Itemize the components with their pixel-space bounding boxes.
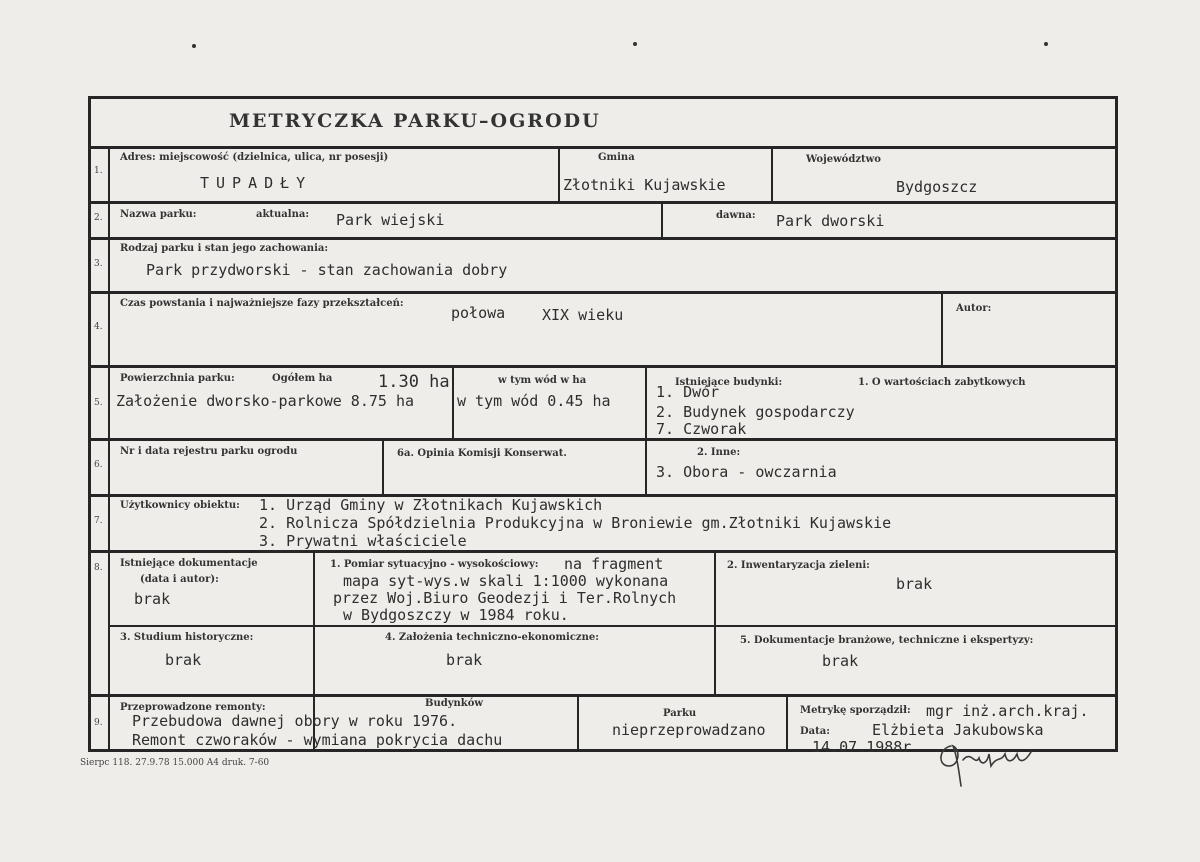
address-label: Adres: miejscowość (dzielnica, ulica, nr posesji) bbox=[120, 152, 389, 163]
total-area-value: 1.30 ha bbox=[378, 372, 450, 392]
building-item: 1. Dwór bbox=[656, 383, 720, 401]
former-name-value: Park dworski bbox=[776, 212, 885, 230]
branch-docs-label: 5. Dokumentacje branżowe, techniczne i ekspertyzy: bbox=[740, 635, 1034, 646]
frame-left-line bbox=[88, 96, 91, 752]
print-dot bbox=[1044, 42, 1048, 46]
date-label: Data: bbox=[800, 726, 830, 737]
row-line bbox=[88, 237, 1118, 240]
row-line bbox=[88, 694, 1118, 697]
row-number: 7. bbox=[94, 516, 103, 526]
former-name-label: dawna: bbox=[716, 210, 756, 221]
row-line bbox=[88, 291, 1118, 294]
gmina-value: Złotniki Kujawskie bbox=[563, 176, 726, 194]
gmina-label: Gmina bbox=[598, 152, 635, 163]
cell-line bbox=[645, 365, 647, 495]
water-area-value: w tym wód 0.45 ha bbox=[457, 392, 611, 410]
history-value: brak bbox=[165, 651, 202, 669]
greenery-value: brak bbox=[896, 575, 933, 593]
register-label: Nr i data rejestru parku ogrodu bbox=[120, 446, 298, 457]
water-area-label: w tym wód w ha bbox=[498, 375, 587, 386]
date-value: 14.07.1988r bbox=[812, 738, 912, 756]
print-dot bbox=[192, 44, 196, 48]
cell-line bbox=[661, 201, 663, 238]
prepared-by-label: Metrykę sporządził: bbox=[800, 705, 911, 716]
form-title: METRYCZKA PARKU–OGRODU bbox=[229, 110, 601, 132]
frame-right-line bbox=[1115, 96, 1118, 752]
survey-line: mapa syt-wys.w skali 1:1000 wykonana bbox=[343, 572, 669, 590]
cell-line bbox=[714, 550, 716, 696]
area-label: Powierzchnia parku: bbox=[120, 373, 235, 384]
row-number: 6. bbox=[94, 460, 103, 470]
voivodeship-value: Bydgoszcz bbox=[896, 178, 978, 196]
row-line bbox=[108, 625, 1118, 627]
survey-line: w Bydgoszczy w 1984 roku. bbox=[343, 606, 569, 624]
monuments-label: 1. O wartościach zabytkowych bbox=[858, 377, 1026, 388]
user-item: 2. Rolnicza Spółdzielnia Produkcyjna w Broniewie gm.Złotniki Kujawskie bbox=[259, 514, 892, 532]
row-line bbox=[88, 146, 1118, 149]
current-name-value: Park wiejski bbox=[336, 211, 445, 229]
print-dot bbox=[633, 42, 637, 46]
user-item: 3. Prywatni właściciele bbox=[259, 532, 467, 550]
cell-line bbox=[313, 550, 315, 696]
cell-line bbox=[786, 694, 788, 751]
signature-icon bbox=[935, 736, 1045, 788]
prepared-by-title: mgr inż.arch.kraj. bbox=[926, 702, 1089, 720]
repairs-label: Przeprowadzone remonty: bbox=[120, 702, 266, 713]
row-line bbox=[88, 494, 1118, 497]
history-label: 3. Studium historyczne: bbox=[120, 632, 254, 643]
row-line bbox=[88, 201, 1118, 204]
row-number: 2. bbox=[94, 213, 103, 223]
cell-line bbox=[382, 438, 384, 495]
survey-line: na fragment bbox=[564, 555, 664, 573]
survey-line: przez Woj.Biuro Geodezji i Ter.Rolnych bbox=[333, 589, 677, 607]
users-label: Użytkownicy obiektu: bbox=[120, 500, 240, 511]
row-number: 1. bbox=[94, 166, 103, 176]
docs-sub-label: (data i autor): bbox=[140, 574, 219, 585]
current-name-label: aktualna: bbox=[256, 209, 310, 220]
origin-value-part1: połowa bbox=[451, 304, 506, 322]
park-name-label: Nazwa parku: bbox=[120, 209, 197, 220]
cell-line bbox=[941, 291, 943, 366]
building-item: 7. Czworak bbox=[656, 420, 747, 438]
origin-value-part2: XIX wieku bbox=[542, 306, 624, 324]
author-label: Autor: bbox=[956, 303, 992, 314]
other-buildings-label: 2. Inne: bbox=[697, 447, 741, 458]
cell-line bbox=[558, 146, 560, 202]
row-line bbox=[88, 438, 1118, 441]
survey-label: 1. Pomiar sytuacyjno - wysokościowy: bbox=[330, 559, 539, 570]
repair-line: Przebudowa dawnej obory w roku 1976. bbox=[132, 712, 458, 730]
park-repairs-label: Parku bbox=[663, 708, 697, 719]
park-type-label: Rodzaj parku i stan jego zachowania: bbox=[120, 243, 329, 254]
print-footer: Sierpc 118. 27.9.78 15.000 A4 druk. 7-60 bbox=[80, 758, 270, 768]
building-item: 2. Budynek gospodarczy bbox=[656, 403, 855, 421]
row-number: 5. bbox=[94, 398, 103, 408]
park-type-value: Park przydworski - stan zachowania dobry bbox=[146, 261, 508, 279]
opinion-label: 6a. Opinia Komisji Konserwat. bbox=[397, 448, 567, 459]
estate-area-value: Założenie dworsko-parkowe 8.75 ha bbox=[116, 392, 415, 410]
total-area-label: Ogółem ha bbox=[272, 373, 333, 384]
cell-line bbox=[771, 146, 773, 202]
greenery-label: 2. Inwentaryzacja zieleni: bbox=[727, 560, 870, 571]
row-number: 3. bbox=[94, 259, 103, 269]
origin-label: Czas powstania i najważniejsze fazy przekształceń: bbox=[120, 298, 404, 309]
cell-line bbox=[577, 694, 579, 751]
techeco-value: brak bbox=[446, 651, 483, 669]
branch-docs-value: brak bbox=[822, 652, 859, 670]
row-number: 4. bbox=[94, 322, 103, 332]
docs-value: brak bbox=[134, 590, 171, 608]
park-repairs-value: nieprzeprowadzano bbox=[612, 721, 766, 739]
row-line bbox=[88, 550, 1118, 553]
row-number: 9. bbox=[94, 718, 103, 728]
row-number: 8. bbox=[94, 563, 103, 573]
user-item: 1. Urząd Gminy w Złotnikach Kujawskich bbox=[259, 496, 603, 514]
prepared-by-name: Elżbieta Jakubowska bbox=[872, 721, 1044, 739]
repair-line: Remont czworaków - wymiana pokrycia dachu bbox=[132, 731, 503, 749]
docs-label: Istniejące dokumentacje bbox=[120, 558, 258, 569]
repairs-buildings-label: Budynków bbox=[425, 698, 484, 709]
voivodeship-label: Województwo bbox=[806, 154, 881, 165]
address-value: TUPADŁY bbox=[200, 174, 313, 192]
cell-line bbox=[452, 365, 454, 439]
techeco-label: 4. Założenia techniczno-ekonomiczne: bbox=[385, 632, 599, 643]
row-line bbox=[88, 365, 1118, 368]
frame-top-line bbox=[88, 96, 1118, 99]
other-buildings-value: 3. Obora - owczarnia bbox=[656, 463, 837, 481]
buildings-label: Istniejące budynki: bbox=[675, 377, 783, 388]
